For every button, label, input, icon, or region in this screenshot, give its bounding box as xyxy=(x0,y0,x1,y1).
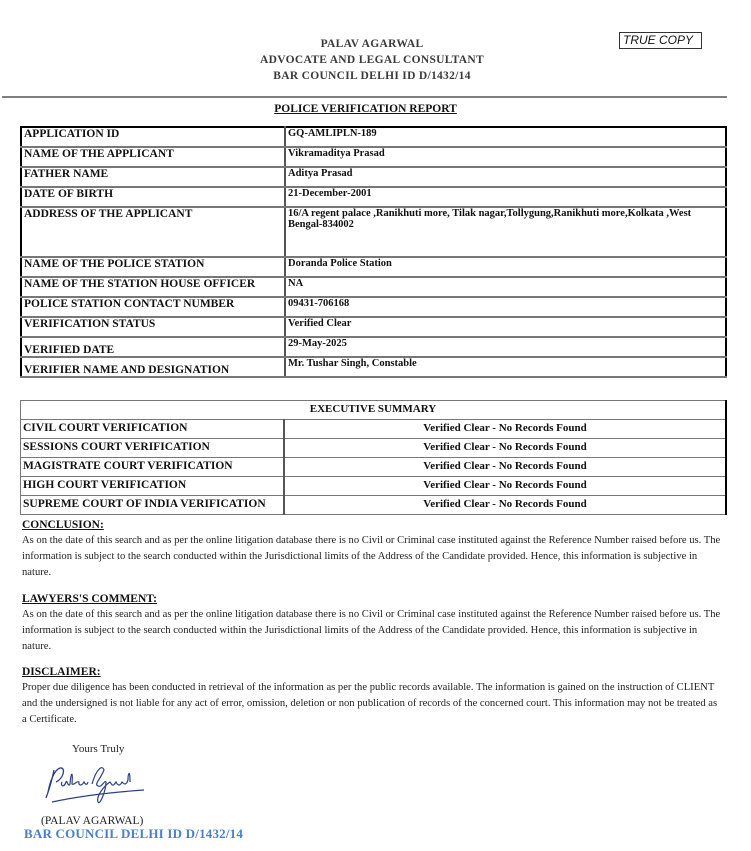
field-label: APPLICATION ID xyxy=(21,127,285,147)
signatory-bar-id: BAR COUNCIL DELHI ID D/1432/14 xyxy=(24,826,244,841)
table-row xyxy=(21,207,726,257)
court-status: Verified Clear - No Records Found xyxy=(284,458,726,477)
field-value: GQ-AMLIPLN-189 xyxy=(285,127,726,147)
table-row xyxy=(21,127,726,147)
court-status: Verified Clear - No Records Found xyxy=(284,496,726,515)
disclaimer-text: Proper due diligence has been conducted in retrieval of the information as per the public records available. The information is gained on the instruction of CLIENT and the undersigned is not liable for any act of error, omission, deletion or non publication of records of the concerned court. This information may not be treated as a Certificate. xyxy=(22,682,718,725)
court-label: MAGISTRATE COURT VERIFICATION xyxy=(21,458,285,477)
field-value: 29-May-2025 xyxy=(285,337,726,357)
field-value: Vikramaditya Prasad xyxy=(285,147,726,167)
court-status: Verified Clear - No Records Found xyxy=(284,477,726,496)
bar-council-id: BAR COUNCIL DELHI ID D/1432/14 xyxy=(273,70,471,82)
signatory-name: (PALAV AGARWAL) xyxy=(41,815,144,827)
conclusion-heading: CONCLUSION: xyxy=(22,519,104,531)
applicant-details-table xyxy=(20,126,727,378)
court-label: CIVIL COURT VERIFICATION xyxy=(21,420,285,439)
field-value: 21-December-2001 xyxy=(285,187,726,207)
court-status: Verified Clear - No Records Found xyxy=(284,420,726,439)
field-value: Doranda Police Station xyxy=(285,257,726,277)
table-row xyxy=(21,496,727,515)
report-title xyxy=(0,103,751,115)
advocate-designation: ADVOCATE AND LEGAL CONSULTANT xyxy=(260,54,484,66)
signature-image xyxy=(40,762,150,812)
court-label: SUPREME COURT OF INDIA VERIFICATION xyxy=(21,496,285,515)
table-row xyxy=(21,439,727,458)
report-title-text: POLICE VERIFICATION REPORT xyxy=(274,103,457,115)
table-row xyxy=(21,337,726,357)
field-value: 16/A regent palace ,Ranikhuti more, Tilak nagar,Tollygung,Ranikhuti more,Kolkata ,West Bengal-834002 xyxy=(285,207,726,257)
table-row xyxy=(21,167,726,187)
table-row xyxy=(21,147,726,167)
field-label: DATE OF BIRTH xyxy=(21,187,285,207)
field-label: VERIFIER NAME AND DESIGNATION xyxy=(21,357,285,377)
table-row xyxy=(21,317,726,337)
advocate-name: PALAV AGARWAL xyxy=(320,38,424,50)
header-divider xyxy=(2,96,727,98)
disclaimer-heading: DISCLAIMER: xyxy=(22,666,101,678)
field-value: Mr. Tushar Singh, Constable xyxy=(285,357,726,377)
field-label: FATHER NAME xyxy=(21,167,285,187)
table-row xyxy=(21,357,726,377)
court-label: HIGH COURT VERIFICATION xyxy=(21,477,285,496)
lawyers-comment-heading: LAWYERS'S COMMENT: xyxy=(22,593,157,605)
table-row xyxy=(21,277,726,297)
true-copy-stamp: TRUE COPY xyxy=(619,32,702,49)
table-row xyxy=(21,420,727,439)
conclusion-text: As on the date of this search and as per the online litigation database there is no Civil or Criminal case instituted against the Reference Number raised before us. The information is subject to the search conducted within the Jurisdictional limits of the Address of the Candidate provided. Hence, this information is subjective in nature. xyxy=(22,535,721,578)
closing-salutation: Yours Truly xyxy=(72,743,125,755)
lawyers-comment-section xyxy=(22,592,722,655)
field-value: NA xyxy=(285,277,726,297)
field-value: 09431-706168 xyxy=(285,297,726,317)
executive-summary-title: EXECUTIVE SUMMARY xyxy=(21,401,727,420)
table-row xyxy=(21,297,726,317)
field-label: POLICE STATION CONTACT NUMBER xyxy=(21,297,285,317)
field-label: NAME OF THE POLICE STATION xyxy=(21,257,285,277)
table-row xyxy=(21,257,726,277)
lawyers-comment-text: As on the date of this search and as per the online litigation database there is no Civil or Criminal case instituted against the Reference Number raised before us. The information is subject to the search conducted within the Jurisdictional limits of the Address of the Candidate provided. Hence, this information is subjective in nature. xyxy=(22,609,721,652)
executive-summary-table xyxy=(20,400,727,515)
table-row xyxy=(21,458,727,477)
field-value: Verified Clear xyxy=(285,317,726,337)
field-value: Aditya Prasad xyxy=(285,167,726,187)
disclaimer-section xyxy=(22,665,722,728)
field-label: VERIFICATION STATUS xyxy=(21,317,285,337)
field-label: NAME OF THE APPLICANT xyxy=(21,147,285,167)
table-row xyxy=(21,477,727,496)
table-header-row xyxy=(21,401,727,420)
field-label: ADDRESS OF THE APPLICANT xyxy=(21,207,285,257)
court-label: SESSIONS COURT VERIFICATION xyxy=(21,439,285,458)
table-row xyxy=(21,187,726,207)
court-status: Verified Clear - No Records Found xyxy=(284,439,726,458)
field-label: VERIFIED DATE xyxy=(21,337,285,357)
field-label: NAME OF THE STATION HOUSE OFFICER xyxy=(21,277,285,297)
conclusion-section xyxy=(22,518,722,581)
